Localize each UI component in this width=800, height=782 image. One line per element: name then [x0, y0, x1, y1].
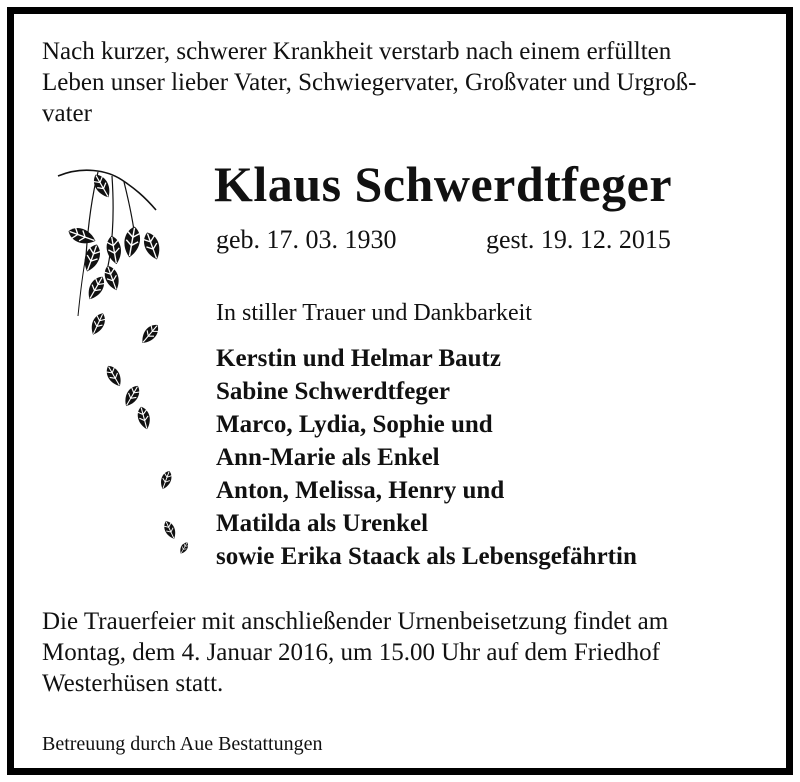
mourning-line: In stiller Trauer und Dankbarkeit: [216, 300, 532, 326]
intro-text: [42, 36, 772, 129]
birch-leaves-branch-icon: [52, 166, 212, 566]
deceased-name: Klaus Schwerdtfeger: [214, 156, 673, 212]
service-line: Die Trauerfeier mit anschließender Urnenbeisetzung findet am: [42, 608, 669, 635]
life-dates: [216, 224, 671, 256]
mourner-line: Matilda als Urenkel: [216, 510, 429, 537]
mourner-line: Sabine Schwerdtfeger: [216, 378, 450, 405]
service-line: Montag, dem 4. Januar 2016, um 15.00 Uhr auf dem Friedhof: [42, 639, 660, 666]
obituary-notice: [7, 7, 793, 775]
death-date: gest. 19. 12. 2015: [486, 225, 671, 254]
birth-date: geb. 17. 03. 1930: [216, 225, 397, 254]
mourner-line: Kerstin und Helmar Bautz: [216, 345, 501, 372]
intro-line: Leben unser lieber Vater, Schwiegervater, Großvater und Urgroß-: [42, 69, 697, 96]
mourner-line: Ann-Marie als Enkel: [216, 444, 440, 471]
service-line: Westerhüsen statt.: [42, 670, 224, 697]
mourner-line: Marco, Lydia, Sophie und: [216, 411, 493, 438]
intro-line: Nach kurzer, schwerer Krankheit verstarb nach einem erfüllten: [42, 38, 672, 65]
mourners-list: [216, 342, 637, 573]
mourner-line: Anton, Melissa, Henry und: [216, 477, 505, 504]
funeral-service-text: [42, 606, 782, 699]
undertaker-note: Betreuung durch Aue Bestattungen: [42, 733, 323, 755]
mourner-line: sowie Erika Staack als Lebensgefährtin: [216, 543, 637, 570]
intro-line: vater: [42, 100, 92, 127]
